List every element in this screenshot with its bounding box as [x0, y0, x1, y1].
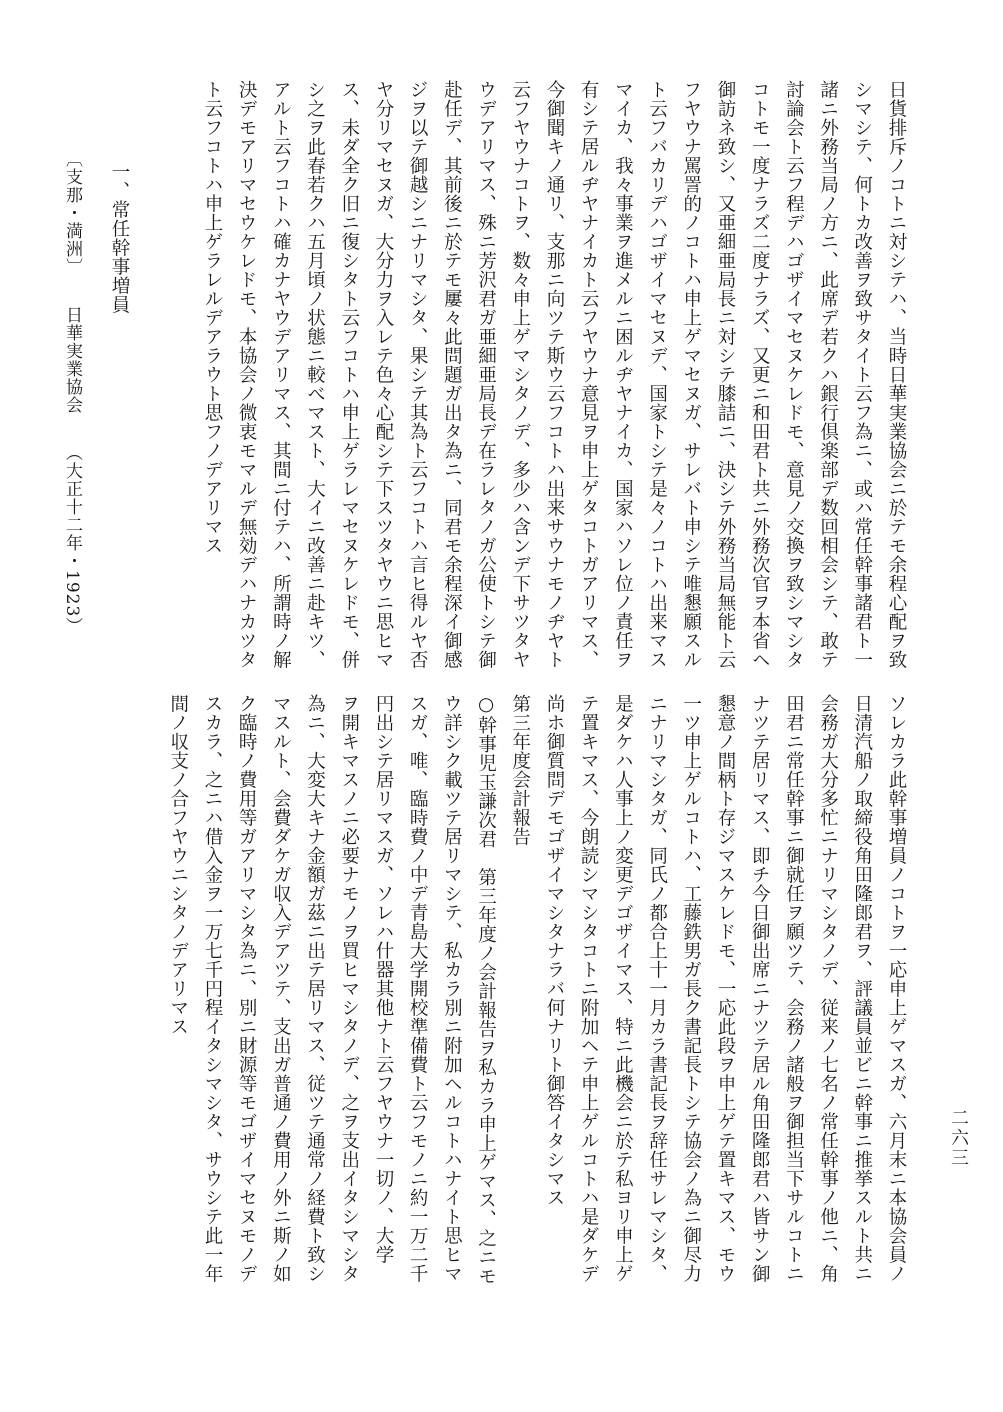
text-line: コトモ一度ナラズ二度ナラズ、又更ニ和田君ト共ニ外務次官ヲ本省ヘ [749, 80, 771, 669]
text-line: テ置キマス、今朗読シマシタコトニ附加ヘテ申上ゲルコトハ是ダケデ [578, 694, 600, 1283]
text-line: 日貨排斥ノコトニ対シテハ、当時日華実業協会ニ於テモ余程心配ヲ致 [886, 80, 907, 669]
text-line: スカラ、之ニハ借入金ヲ一万七千円程イタシマシタ、サウシテ此一年 [201, 694, 223, 1283]
text-line: 会務ガ大分多忙ニナリマシタノデ、従来ノ七名ノ常任幹事ノ他ニ、角 [817, 694, 839, 1283]
text-line: 有シテ居ルヂヤナイカト云フヤウナ意見ヲ申上ゲタコトガアリマス、 [578, 80, 600, 669]
text-line: 是ダケハ人事上ノ変更デゴザイマス、特ニ此機会ニ於テ私ヨリ申上ゲ [612, 694, 634, 1283]
text-line: スガ、唯、臨時費ノ中デ青島大学開校準備費ト云フモノニ約一万二千 [407, 694, 429, 1283]
lower-body-text [161, 694, 913, 1286]
text-line: 為ニ、大変大キナ金額ガ茲ニ出テ居リマス、従ツテ通常ノ経費ト致シ [304, 694, 326, 1283]
text-line: アルト云フコトハ確カナヤウデアリマス、其間ニ付テハ、所謂時ノ解 [270, 80, 292, 669]
text-line: ト云フバカリデハゴザイマセヌデ、国家トシテ是々ノコトハ出来マス [646, 80, 668, 669]
text-line: ジヲ以テ御越シニナリマシタ、果シテ其為ト云フコトハ言ヒ得ルヤ否 [407, 80, 429, 669]
text-line: 日清汽船ノ取締役角田隆郎君ヲ、評議員並ビニ幹事ニ推挙スルト共ニ [851, 694, 873, 1283]
running-header [60, 150, 85, 635]
text-line: 諸ニ外務当局ノ方ニ、此席デ若クハ銀行倶楽部デ数回相会シテ、敢テ [817, 80, 839, 669]
text-line: 赴任デ、其前後ニ於テモ屢々此問題ガ出タ為ニ、同君モ余程深イ御感 [441, 80, 463, 669]
text-line: ス、未ダ全ク旧ニ復シタト云フコトハ申上ゲラレマセヌケレドモ、併 [338, 80, 360, 669]
text-line: ヲ開キマスノニ必要ナモノヲ買ヒマシタノデ、之ヲ支出イタシマシタ [338, 694, 360, 1283]
text-line: 尚ホ御質問デモゴザイマシタナラバ何ナリト御答イタシマス [543, 694, 565, 1207]
text-line: フヤウナ罵詈的ノコトハ申上ゲマセヌガ、サレバト申シテ唯懇願スル [680, 80, 702, 669]
header-organization: 日華実業協会 [62, 306, 82, 414]
text-line: シ之ヲ此春若クハ五月頃ノ状態ニ較べマスト、大イニ改善ニ赴キツ、 [304, 80, 326, 669]
text-line: ○幹事児玉謙次君 第三年度ノ会計報告ヲ私カラ申上ゲマス、之ニモ [475, 694, 497, 1286]
text-line: 一ツ申上ゲルコトハ、工藤鉄男ガ長ク書記長トシテ協会ノ為ニ御尽力 [680, 694, 702, 1283]
text-line: ニナリマシタガ、同氏ノ都合上十一月カラ書記長ヲ辞任サレマシタ、 [646, 694, 668, 1283]
text-line: 御訪ネ致シ、又亜細亜局長ニ対シテ膝詰ニ、決シテ外務当局無能ト云 [714, 80, 736, 669]
page-number: 二六三 [948, 1108, 969, 1168]
text-line: マイカ、我々事業ヲ進メルニ困ルヂヤナイカ、国家ハソレ位ノ責任ヲ [612, 80, 634, 669]
text-line: ソレカラ此幹事増員ノコトヲ一応申上ゲマスガ、六月末ニ本協会員ノ [886, 694, 907, 1283]
text-line: マスルト、会費ダケガ収入デアツテ、支出ガ普通ノ費用ノ外ニ斯ノ如 [270, 694, 292, 1283]
text-line: 云フヤウナコトヲ、数々申上ゲマシタノデ、多少ハ含ンデ下サツタヤ [509, 80, 531, 669]
text-line: 討論会ト云フ程デハゴザイマセヌケレドモ、意見ノ交換ヲ致シマシタ [783, 80, 805, 669]
text-line: ク臨時ノ費用等ガアリマシタ為ニ、別ニ財源等モゴザイマセヌモノデ [236, 694, 258, 1283]
text-line: ウ詳シク載ツテ居リマシテ、私カラ別ニ附加ヘルコトハナイト思ヒマ [441, 694, 463, 1283]
text-line: シマシテ、何トカ改善ヲ致サタイト云フ為ニ、或ハ常任幹事諸君ト一 [851, 80, 873, 669]
header-era: （大正十二年・1923） [62, 444, 82, 636]
text-line: ナツテ居リマス、即チ今日御出席ニナツテ居ル角田隆郎君ハ皆サン御 [749, 694, 771, 1283]
text-line: 決デモアリマセウケレドモ、本協会ノ微衷モマルデ無効デハナカツタ [236, 80, 258, 669]
header-region: 〔支那・満洲〕 [62, 150, 82, 276]
subsection-heading: 第三年度会計報告 [509, 694, 531, 846]
text-line: 田君ニ常任幹事ニ御就任ヲ願ツテ、会務ノ諸般ヲ御担当下サルコトニ [783, 694, 805, 1283]
text-line: 今御聞キノ通リ、支那ニ向ツテ斯ウ云フコトハ出来サウナモノヂヤト [543, 80, 565, 669]
upper-body-text [195, 80, 913, 669]
text-line: ウデアリマス、殊ニ芳沢君ガ亜細亜局長デ在ラレタノガ公使トシテ御 [475, 80, 497, 669]
text-line: 円出シテ居リマスガ、ソレハ什器其他ナト云フヤウナ一切ノ、大学 [372, 694, 394, 1264]
text-line: 間ノ収支ノ合フヤウニシタノデアリマス [167, 694, 189, 1036]
text-line: ト云フコトハ申上ゲラレルデアラウト思フノデアリマス [201, 80, 223, 555]
section-heading: 一、常任幹事増員 [109, 162, 130, 314]
text-line: 懇意ノ間柄ト存ジマスケレドモ、一応此段ヲ申上ゲテ置キマス、モウ [714, 694, 736, 1283]
text-line: ヤ分リマセヌガ、大分力ヲ入レテ色々心配シテ下スツタヤウニ思ヒマ [372, 80, 394, 669]
